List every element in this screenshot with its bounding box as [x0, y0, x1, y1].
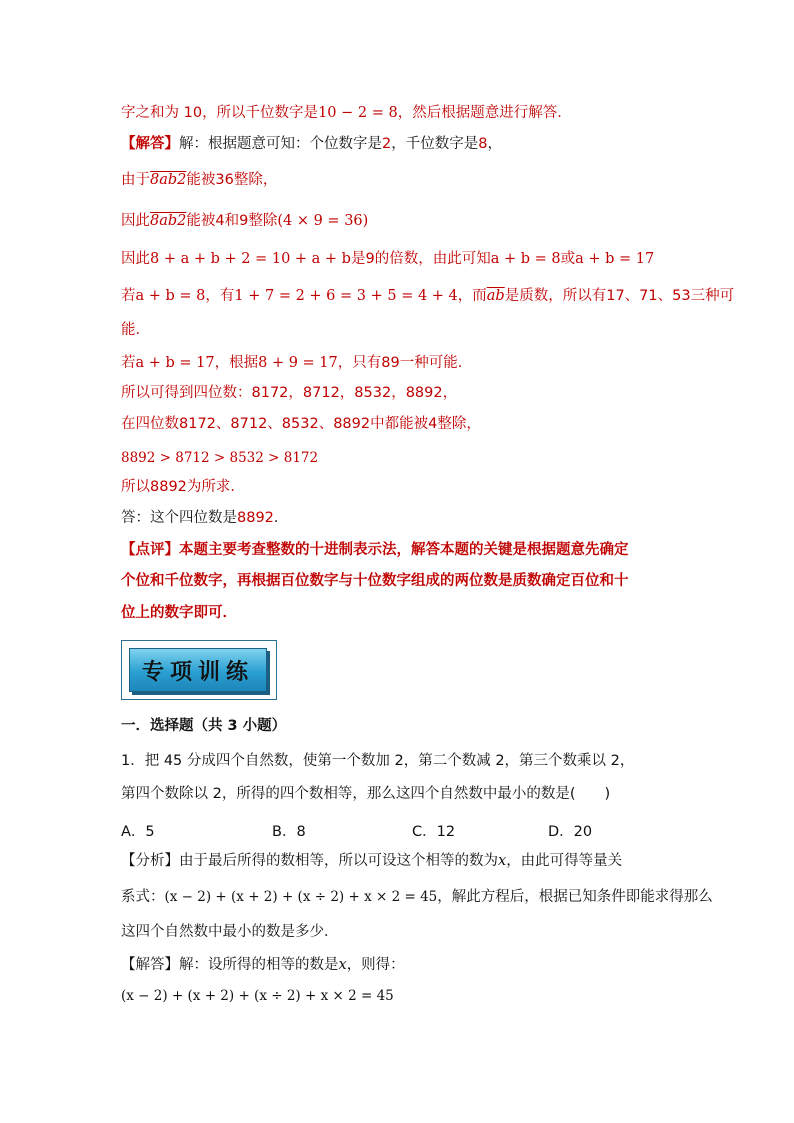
comment-line-3	[121, 603, 237, 623]
text: 是质数，所以有	[504, 288, 607, 304]
analysis-label: 【分析】	[121, 853, 179, 869]
text: 所以可得到四位数：	[121, 385, 252, 401]
solution-intro	[121, 955, 405, 975]
number: 36	[215, 172, 234, 188]
solution-equation	[121, 986, 394, 1006]
comment-line-1	[121, 540, 629, 560]
text: ，千位数字是	[391, 136, 479, 152]
option-d: D．20	[548, 824, 593, 840]
solution-line-10	[121, 414, 481, 434]
math-expression: 8892 > 8712 > 8532 > 8172	[121, 450, 319, 466]
question-1-line-1: 1．把 45 分成四个自然数，使第一个数加 2，第二个数减 2，第三个数乘以 2，	[121, 753, 635, 769]
option-c: C．12	[412, 824, 456, 840]
text: ，由此可得等量关	[506, 853, 623, 869]
text: 整除，	[437, 416, 481, 432]
math-expression: a + b = 8	[135, 288, 206, 304]
text: 因此	[121, 213, 150, 229]
text: 整除，	[233, 172, 278, 188]
banner-title: 专项训练	[141, 658, 254, 685]
solution-line-11	[121, 448, 318, 468]
variable: x	[338, 957, 347, 973]
text: 中都能被	[370, 416, 429, 432]
solution-line-9	[121, 383, 457, 403]
solution-line-1	[121, 103, 572, 123]
variable: x	[498, 853, 507, 869]
text: 在四位数	[121, 416, 179, 432]
text: 或	[560, 251, 576, 267]
number: 8892	[237, 510, 274, 526]
number: 8892	[150, 479, 187, 495]
text: 所以	[121, 479, 150, 495]
answer-label: 【解答】	[121, 957, 179, 973]
section-banner	[121, 640, 277, 700]
overlined-number: 8ab2	[150, 213, 187, 229]
text: 由于	[121, 172, 150, 188]
text: ，解此方程后，根据已知条件即能求得那么	[437, 889, 713, 905]
text: 个位和千位数字，再根据百位数字与十位数字组成的两位数是质数确定百位和十	[121, 573, 629, 589]
solution-line-8	[121, 353, 472, 373]
analysis-line-2	[121, 887, 713, 907]
math-expression: 10 − 2 = 8	[318, 105, 398, 121]
text: 答：这个四位数是	[121, 510, 237, 526]
solution-line-12	[121, 477, 245, 497]
text: 整除	[248, 213, 278, 229]
number: 4	[215, 213, 225, 229]
text: 和	[224, 213, 240, 229]
analysis-line-3: 这四个自然数中最小的数是多少．	[121, 924, 339, 940]
text: 由于最后所得的数相等，所以可设这个相等的数为	[179, 853, 498, 869]
text: ，而	[457, 288, 487, 304]
text: 位上的数字即可．	[121, 605, 237, 621]
solution-line-5	[121, 249, 654, 269]
math-expression: a + b = 8	[490, 251, 561, 267]
text: 能被	[186, 172, 216, 188]
number: 89	[381, 355, 400, 371]
math-expression: 8 + 9 = 17	[258, 355, 338, 371]
text: ，只有	[337, 355, 382, 371]
text: ，根据	[214, 355, 259, 371]
text: ，所以千位数字是	[202, 105, 319, 121]
overlined-number: 8ab2	[150, 172, 187, 188]
text: 能被	[186, 213, 216, 229]
text: 的倍数，由此可知	[374, 251, 491, 267]
math-expression: a + b = 17	[135, 355, 215, 371]
final-answer-line	[121, 508, 288, 528]
solution-line-6	[121, 286, 734, 306]
text: 若	[121, 288, 136, 304]
text: 解：设所得的相等的数是	[179, 957, 339, 973]
option-a: A．5	[121, 824, 155, 840]
section-heading: 一．选择题（共 3 小题）	[121, 718, 287, 734]
text: 为所求．	[186, 479, 245, 495]
comment-label: 【点评】	[121, 542, 179, 558]
number: 4	[428, 416, 438, 432]
solution-line-4	[121, 211, 368, 231]
text: ，	[487, 136, 502, 152]
text: 解：根据题意可知：个位数字是	[179, 136, 382, 152]
answer-line	[121, 134, 502, 154]
question-1-line-2: 第四个数除以 2，所得的四个数相等，那么这四个自然数中最小的数是( )	[121, 786, 611, 802]
text: 是	[350, 251, 366, 267]
solution-line-7	[121, 320, 150, 340]
equation: (x − 2) + (x + 2) + (x ÷ 2) + x × 2 = 45	[164, 889, 438, 905]
math-expression: 8 + a + b + 2 = 10 + a + b	[150, 251, 351, 267]
text: 若	[121, 355, 136, 371]
text: 本题主要考查整数的十进制表示法，解答本题的关键是根据题意先确定	[179, 542, 629, 558]
answer-label: 【解答】	[121, 136, 179, 152]
text: 字之和为	[121, 105, 184, 121]
number-list: 8172、8712、8532、8892	[179, 416, 371, 432]
text: 三种可	[690, 288, 735, 304]
number: 10	[183, 105, 203, 121]
math-expression: a + b = 17	[575, 251, 655, 267]
option-b: B．8	[272, 824, 306, 840]
text: ，则得：	[346, 957, 405, 973]
text: ，然后根据题意进行解答．	[397, 105, 572, 121]
equation: (x − 2) + (x + 2) + (x ÷ 2) + x × 2 = 45	[121, 988, 394, 1004]
analysis-line-1	[121, 851, 622, 871]
comment-line-2	[121, 571, 629, 591]
number: 2	[382, 136, 392, 152]
text: ．	[273, 510, 289, 526]
number-list: 17、71、53	[606, 288, 691, 304]
text: ，有	[205, 288, 235, 304]
number-list: 8172，8712，8532，8892，	[251, 385, 458, 401]
text: 系式：	[121, 889, 165, 905]
number: 8	[478, 136, 488, 152]
solution-line-3	[121, 170, 277, 190]
text: 因此	[121, 251, 150, 267]
text: 能．	[121, 322, 150, 338]
math-expression: 1 + 7 = 2 + 6 = 3 + 5 = 4 + 4	[234, 288, 458, 304]
number: 9	[239, 213, 249, 229]
overlined-number: $\overline{ab}$	[486, 288, 505, 304]
text: 一种可能．	[399, 355, 473, 371]
number: 9	[365, 251, 375, 267]
math-expression: (4 × 9 = 36)	[277, 213, 369, 229]
